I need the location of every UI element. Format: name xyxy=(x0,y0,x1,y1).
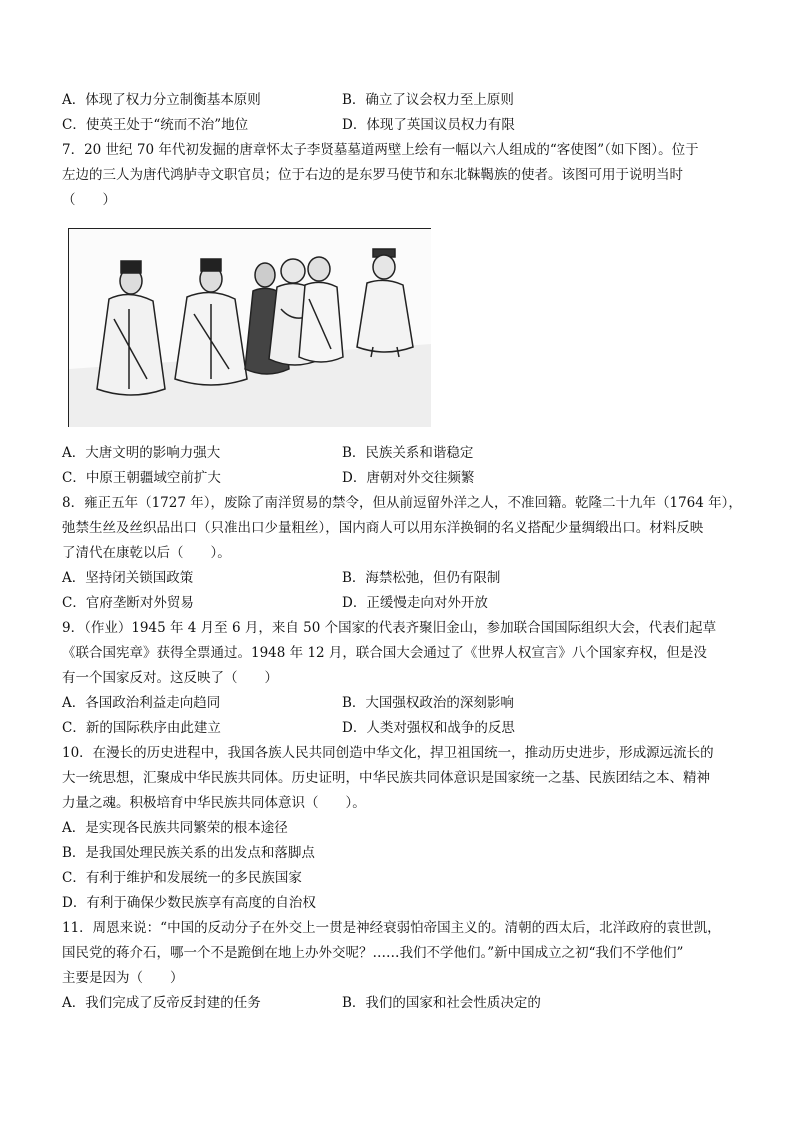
q8-option-c: C．官府垄断对外贸易 xyxy=(62,595,194,611)
envoy-mural-drawing xyxy=(69,229,431,427)
q7-option-b: B．民族关系和谐稳定 xyxy=(342,445,474,461)
q11-stem-line3: 主要是因为（ ） xyxy=(62,970,184,986)
foreign-envoy-figure-3 xyxy=(357,249,413,357)
q9-option-c: C．新的国际秩序由此建立 xyxy=(62,720,221,736)
q11-stem-line2: 国民党的蒋介石，哪一个不是跪倒在地上办外交呢？……我们不学他们。”新中国成立之初“我们不学他们” xyxy=(62,945,684,961)
q10-option-b: B．是我国处理民族关系的出发点和落脚点 xyxy=(62,845,315,861)
q8-stem-line1: 8．雍正五年（1727 年），废除了南洋贸易的禁令，但从前逗留外洋之人，不准回籍。乾隆二十九年（1764 年）， xyxy=(62,495,742,511)
q8-option-b: B．海禁松弛，但仍有限制 xyxy=(342,570,501,586)
q11-option-a: A．我们完成了反帝反封建的任务 xyxy=(62,995,261,1011)
q9-option-b: B．大国强权政治的深刻影响 xyxy=(342,695,514,711)
q7-stem-line2: 左边的三人为唐代鸿胪寺文职官员；位于右边的是东罗马使节和东北靺鞨族的使者。该图可用于说明当时 xyxy=(62,167,683,183)
q6-option-d: D．体现了英国议员权力有限 xyxy=(342,117,515,133)
q9-option-a: A．各国政治利益走向趋同 xyxy=(62,695,221,711)
q10-option-a: A．是实现各民族共同繁荣的根本途径 xyxy=(62,820,288,836)
q7-option-a: A．大唐文明的影响力强大 xyxy=(62,445,221,461)
q6-option-b: B．确立了议会权力至上原则 xyxy=(342,92,514,108)
envoy-mural-image xyxy=(68,228,431,427)
q8-option-d: D．正缓慢走向对外开放 xyxy=(342,595,488,611)
q7-option-d: D．唐朝对外交往频繁 xyxy=(342,470,475,486)
q7-stem-line3: （ ） xyxy=(62,192,116,208)
q6-option-a: A．体现了权力分立制衡基本原则 xyxy=(62,92,261,108)
q10-stem-line2: 大一统思想，汇聚成中华民族共同体。历史证明，中华民族共同体意识是国家统一之基、民族团结之本、精神 xyxy=(62,770,710,786)
q8-stem-line3: 了清代在康乾以后（ ）。 xyxy=(62,545,231,561)
official-figure-2 xyxy=(175,259,247,385)
q9-option-d: D．人类对强权和战争的反思 xyxy=(342,720,515,736)
q10-option-c: C．有利于维护和发展统一的多民族国家 xyxy=(62,870,302,886)
q8-option-a: A．坚持闭关锁国政策 xyxy=(62,570,194,586)
q7-option-c: C．中原王朝疆域空前扩大 xyxy=(62,470,221,486)
q9-stem-line1: 9．（作业）1945 年 4 月至 6 月，来自 50 个国家的代表齐聚旧金山，参加联合国国际组织大会，代表们起草 xyxy=(62,620,717,636)
q7-stem-line1: 7．20 世纪 70 年代初发掘的唐章怀太子李贤墓墓道两壁上绘有一幅以六人组成的“客使图”（如下图）。位于 xyxy=(62,142,699,158)
q8-stem-line2: 弛禁生丝及丝织品出口（只准出口少量粗丝），国内商人可以用东洋换铜的名义搭配少量绸缎出口。材料反映 xyxy=(62,520,704,536)
q9-stem-line2: 《联合国宪章》获得全票通过。1948 年 12 月，联合国大会通过了《世界人权宣言》八个国家弃权，但是没 xyxy=(62,645,707,661)
official-figure-1 xyxy=(97,261,165,395)
q9-stem-line3: 有一个国家反对。这反映了（ ） xyxy=(62,670,278,686)
q11-stem-line1: 11．周恩来说：“中国的反动分子在外交上一贯是神经衰弱怕帝国主义的。清朝的西太后，北洋政府的袁世凯， xyxy=(62,920,721,936)
q10-stem-line1: 10．在漫长的历史进程中，我国各族人民共同创造中华文化，捍卫祖国统一，推动历史进步，形成源远流长的 xyxy=(62,745,714,761)
q10-option-d: D．有利于确保少数民族享有高度的自治权 xyxy=(62,895,316,911)
q11-option-b: B．我们的国家和社会性质决定的 xyxy=(342,995,541,1011)
q10-stem-line3: 力量之魂。积极培育中华民族共同体意识（ ）。 xyxy=(62,795,366,811)
q6-option-c: C．使英王处于“统而不治”地位 xyxy=(62,117,249,133)
